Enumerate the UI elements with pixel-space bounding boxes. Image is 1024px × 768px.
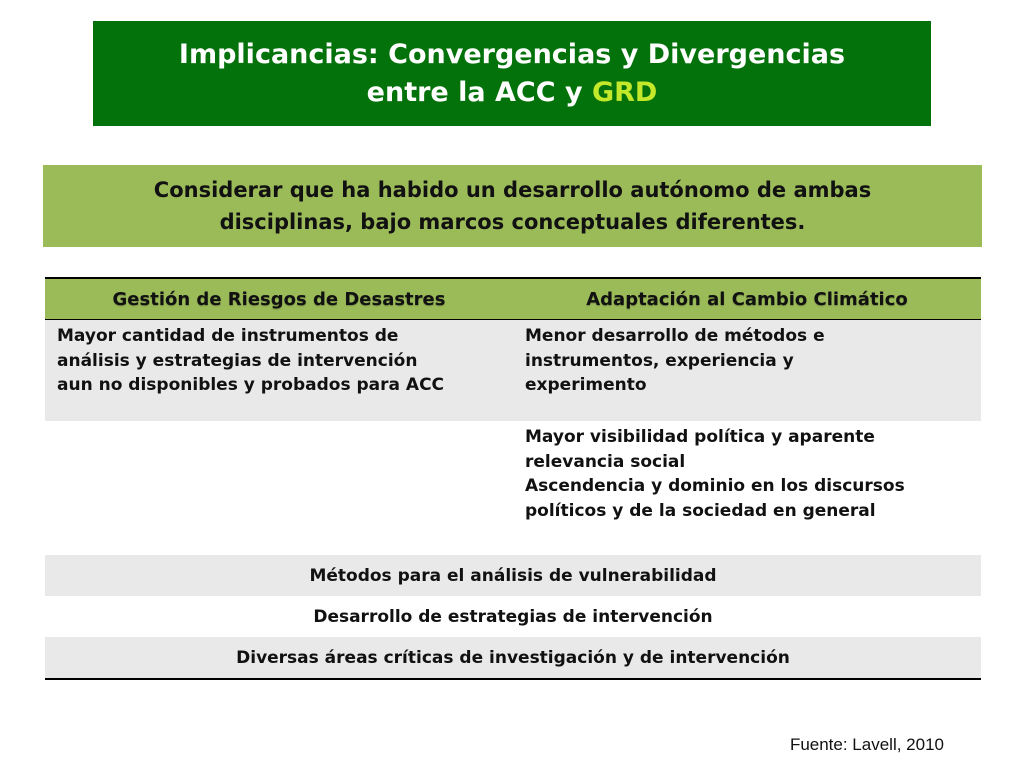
comparison-table bbox=[45, 277, 981, 680]
shared-row-vulnerability: Métodos para el análisis de vulnerabilidad bbox=[45, 555, 981, 596]
banner-line-2: disciplinas, bajo marcos conceptuales diferentes. bbox=[219, 210, 806, 234]
shared-row-strategies: Desarrollo de estrategias de intervención bbox=[313, 606, 713, 627]
cell-line: análisis y estrategias de intervención bbox=[57, 350, 418, 371]
cell-line: aun no disponibles y probados para ACC bbox=[57, 375, 445, 395]
title-line-2-prefix: entre la ACC y bbox=[366, 76, 592, 108]
row-2-grd-cell bbox=[45, 421, 513, 555]
title-line-2 bbox=[367, 74, 658, 112]
title-line-1: Implicancias: Convergencias y Divergencias bbox=[178, 38, 846, 70]
cell-line: relevancia social bbox=[525, 451, 686, 472]
slide-title bbox=[93, 21, 931, 126]
header-grd: Gestión de Riesgos de Desastres bbox=[112, 288, 446, 310]
table-row bbox=[45, 320, 981, 421]
cell-line: Ascendencia y dominio en los discursos bbox=[525, 476, 905, 496]
intro-banner bbox=[43, 165, 982, 247]
cell-line: experimento bbox=[525, 375, 647, 395]
cell-line: Menor desarrollo de métodos e bbox=[525, 326, 825, 346]
table-header-row bbox=[45, 277, 981, 320]
row-2-acc-cell bbox=[513, 421, 981, 555]
cell-line: políticos y de la sociedad en general bbox=[525, 500, 876, 521]
cell-line: Mayor cantidad de instrumentos de bbox=[57, 326, 399, 346]
shared-row-research-areas: Diversas áreas críticas de investigación y de intervención bbox=[45, 637, 981, 678]
header-acc: Adaptación al Cambio Climático bbox=[586, 288, 908, 310]
title-accent-grd: GRD bbox=[591, 76, 658, 108]
banner-line-1: Considerar que ha habido un desarrollo autónomo de ambas bbox=[153, 178, 872, 202]
source-citation: Fuente: Lavell, 2010 bbox=[789, 735, 944, 754]
row-1-acc-cell bbox=[513, 320, 981, 421]
cell-line: instrumentos, experiencia y bbox=[525, 350, 794, 371]
row-1-grd-cell bbox=[45, 320, 513, 421]
table-row bbox=[45, 421, 981, 555]
cell-line: Mayor visibilidad política y aparente bbox=[525, 427, 875, 447]
